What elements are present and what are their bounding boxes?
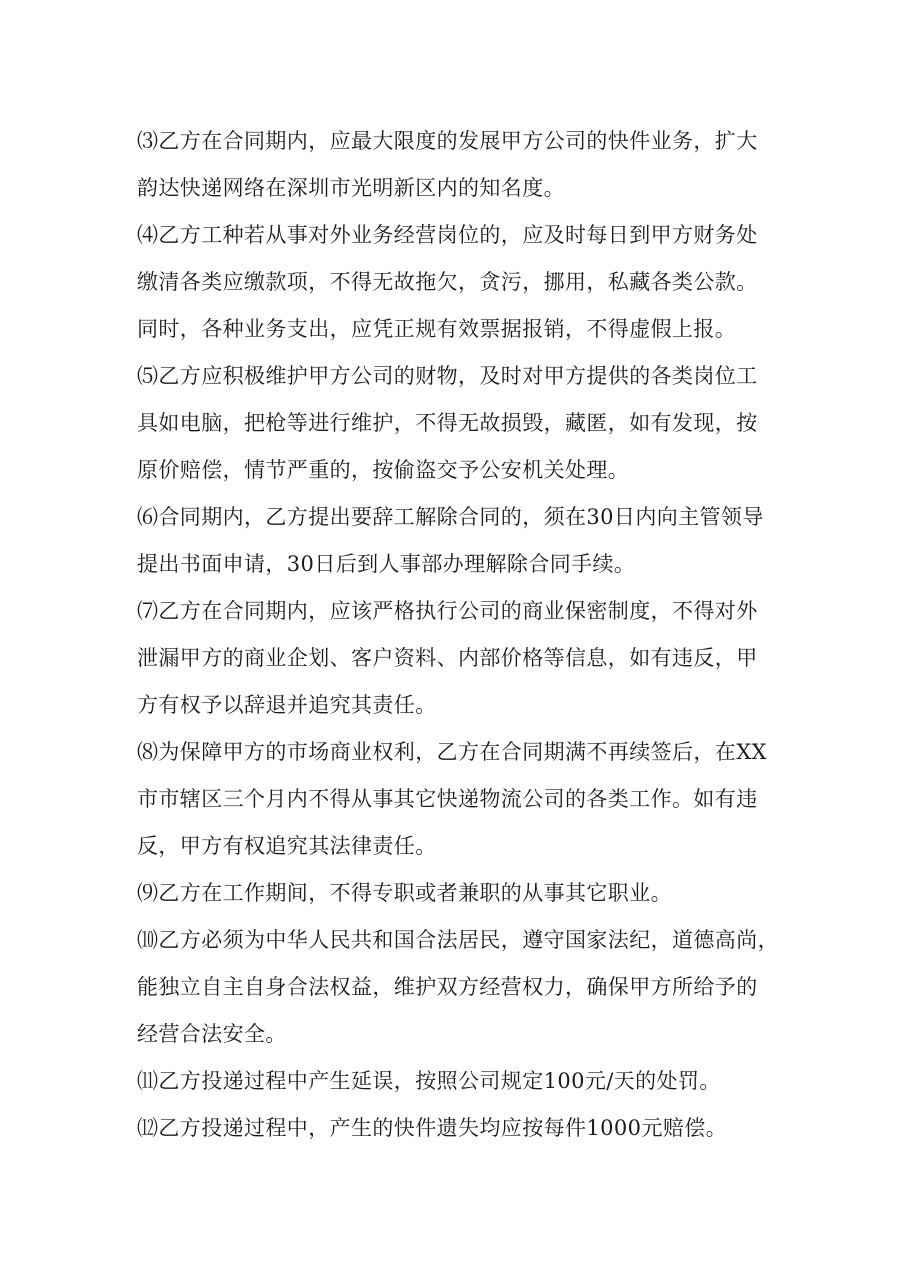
text-line: 韵达快递网络在深圳市光明新区内的知名度。 — [137, 176, 565, 200]
text-line: 缴清各类应缴款项，不得无故拖欠，贪污，挪用，私藏各类公款。 — [137, 270, 758, 294]
text-line: 同时，各种业务支出，应凭正规有效票据报销，不得虚假上报。 — [137, 317, 737, 341]
text-line: 泄漏甲方的商业企划、客户资料、内部价格等信息，如有违反，甲 — [137, 646, 758, 670]
document-body — [137, 118, 777, 1152]
text-line: 提出书面申请，30日后到人事部办理解除合同手续。 — [137, 552, 636, 576]
text-line: ⑾乙方投递过程中产生延误，按照公司规定100元/天的处罚。 — [137, 1069, 721, 1093]
text-line: ⑺乙方在合同期内，应该严格执行公司的商业保密制度，不得对外 — [137, 599, 758, 623]
text-line: 反，甲方有权追究其法律责任。 — [137, 834, 437, 858]
text-line: ⑻为保障甲方的市场商业权利，乙方在合同期满不再续签后，在XX — [137, 740, 767, 764]
text-line: 经营合法安全。 — [137, 1022, 287, 1046]
text-line: ⑶乙方在合同期内，应最大限度的发展甲方公司的快件业务，扩大 — [137, 129, 758, 153]
text-line: 原价赔偿，情节严重的，按偷盗交予公安机关处理。 — [137, 458, 630, 482]
text-line: ⑸乙方应积极维护甲方公司的财物，及时对甲方提供的各类岗位工 — [137, 364, 758, 388]
text-line: ⑷乙方工种若从事对外业务经营岗位的，应及时每日到甲方财务处 — [137, 223, 758, 247]
text-line: 能独立自主自身合法权益，维护双方经营权力，确保甲方所给予的 — [137, 975, 758, 999]
text-line: 方有权予以辞退并追究其责任。 — [137, 693, 437, 717]
text-line: ⑼乙方在工作期间，不得专职或者兼职的从事其它职业。 — [137, 881, 672, 905]
text-line: 具如电脑，把枪等进行维护，不得无故损毁，藏匿，如有发现，按 — [137, 411, 758, 435]
text-line: ⑿乙方投递过程中，产生的快件遗失均应按每件1000元赔偿。 — [137, 1116, 728, 1140]
text-line: 市市辖区三个月内不得从事其它快递物流公司的各类工作。如有违 — [137, 787, 758, 811]
text-line: ⑹合同期内，乙方提出要辞工解除合同的，须在30日内向主管领导 — [137, 505, 764, 529]
text-line: ⑽乙方必须为中华人民共和国合法居民，遵守国家法纪，道德高尚， — [137, 928, 779, 952]
